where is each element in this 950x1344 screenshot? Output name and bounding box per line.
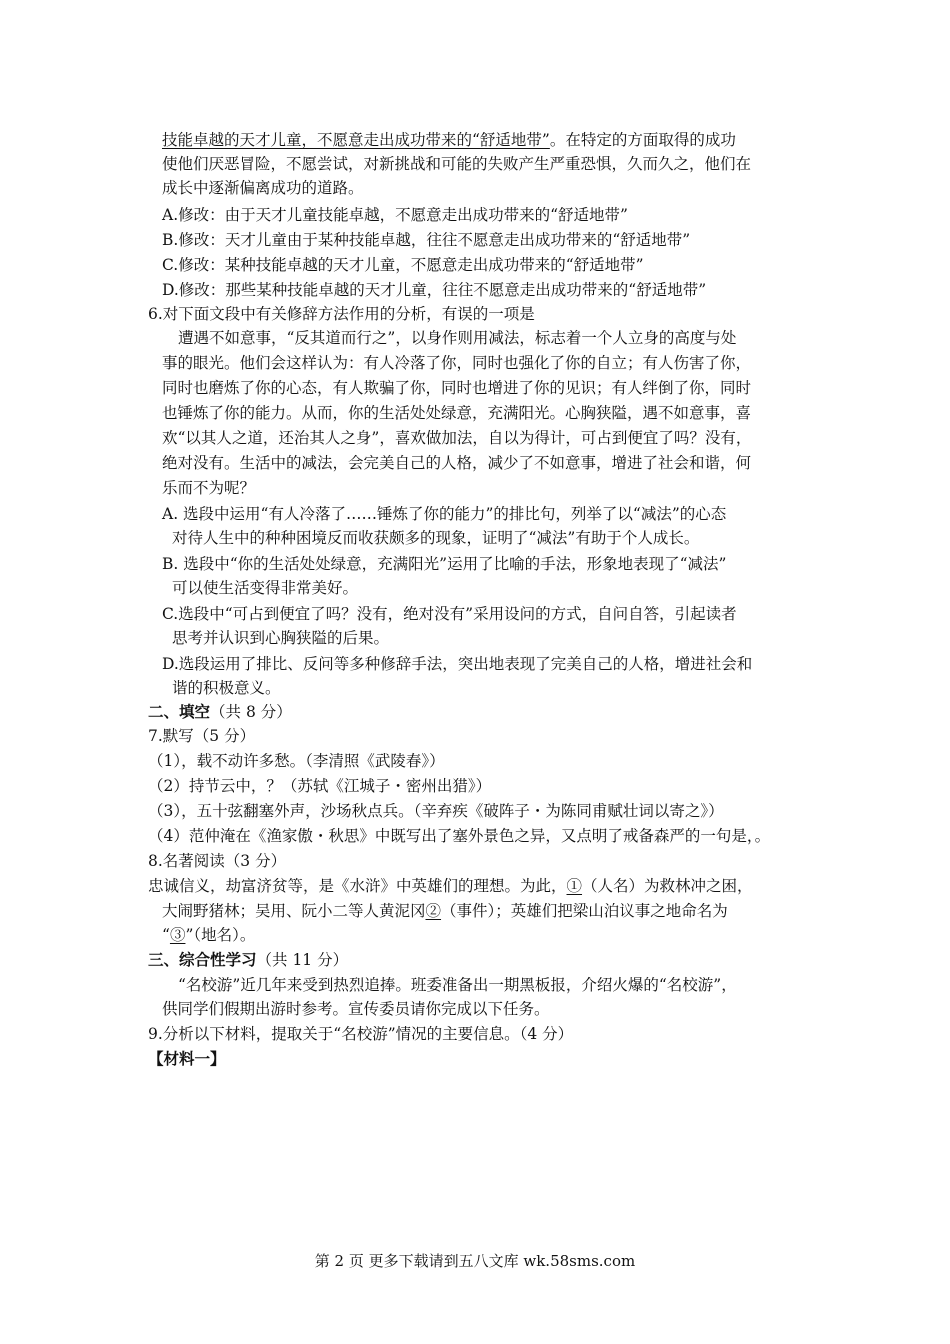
passage-line: 同时也磨炼了你的心态，有人欺骗了你，同时也增进了你的见识；有人绊倒了你，同时 (162, 379, 752, 397)
q8-text: 忠诚信义，劫富济贫等，是《水浒》中英雄们的理想。为此， (148, 877, 567, 895)
section-score: （共 8 分） (210, 703, 292, 721)
question-8-text (162, 923, 255, 947)
q8-text: “ (162, 926, 170, 944)
passage-line: 绝对没有。生活中的减法，会完美自己的人格，减少了不如意事，增进了社会和谐，何 (162, 454, 752, 472)
passage-line: 欢“以其人之道，还治其人之身”，喜欢做加法，自以为得计，可占到便宜了吗？没有， (162, 429, 752, 447)
option-c-cont: 思考并认识到心胸狭隘的后果。 (172, 629, 390, 647)
blank-marker: ③ (169, 926, 186, 944)
option-d-cont: 谐的积极意义。 (172, 679, 281, 697)
passage-line (162, 128, 736, 152)
option-b: B. 选段中“你的生活处处绿意，充满阳光”运用了比喻的手法，形象地表现了“减法” (162, 555, 727, 573)
option-a: A. 选段中运用“有人冷落了……锤炼了你的能力”的排比句，列举了以“减法”的心态 (162, 505, 727, 523)
q8-text: （人名）为救林冲之困， (582, 877, 753, 895)
section-heading (148, 948, 348, 972)
section-heading (148, 700, 292, 724)
option-b: B.修改：天才儿童由于某种技能卓越，往往不愿意走出成功带来的“舒适地带” (162, 231, 691, 249)
q8-text: ”（地名）。 (185, 926, 256, 944)
passage-line: 使他们厌恶冒险，不愿尝试，对新挑战和可能的失败产生严重恐惧，久而久之，他们在 (162, 155, 752, 173)
passage-line: 成长中逐渐偏离成功的道路。 (162, 179, 364, 197)
question-8-text (162, 899, 728, 923)
question-8: 8.名著阅读（3 分） (148, 852, 287, 870)
page-footer: 第 2 页 更多下载请到五八文库 wk.58sms.com (314, 1252, 636, 1270)
option-a-cont: 对待人生中的种种困境反而收获颇多的现象，证明了“减法”有助于个人成长。 (172, 529, 700, 547)
section-score: （共 11 分） (256, 951, 349, 969)
option-c: C.修改：某种技能卓越的天才儿童，不愿意走出成功带来的“舒适地带” (162, 256, 644, 274)
underlined-sentence: 技能卓越的天才儿童，不愿意走出成功带来的“舒适地带” (162, 131, 550, 149)
material-label: 【材料一】 (148, 1049, 226, 1068)
option-a: A.修改：由于天才儿童技能卓越，不愿意走出成功带来的“舒适地带” (162, 206, 628, 224)
option-d: D.选段运用了排比、反问等多种修辞手法，突出地表现了完美自己的人格，增进社会和 (162, 655, 753, 673)
intro-line: “名校游”近几年来受到热烈追捧。班委准备出一期黑板报，介绍火爆的“名校游”， (178, 976, 737, 994)
section-title: 三、综合性学习 (148, 950, 257, 969)
passage-text: 。在特定的方面取得的成功 (549, 131, 736, 149)
question-6-stem: 6.对下面文段中有关修辞方法作用的分析，有误的一项是 (148, 305, 535, 323)
question-7-3: （3），五十弦翻塞外声，沙场秋点兵。（辛弃疾《破阵子・为陈同甫赋壮词以寄之》） (148, 802, 724, 820)
option-b-cont: 可以使生活变得非常美好。 (172, 579, 359, 597)
question-8-text (148, 874, 753, 898)
section-title: 二、填空 (148, 702, 211, 721)
question-9: 9.分析以下材料，提取关于“名校游”情况的主要信息。（4 分） (148, 1025, 574, 1043)
q8-text: （事件）；英雄们把梁山泊议事之地命名为 (441, 902, 728, 920)
passage-line: 事的眼光。他们会这样认为：有人冷落了你，同时也强化了你的自立；有人伤害了你， (162, 354, 752, 372)
option-d: D.修改：那些某种技能卓越的天才儿童，往往不愿意走出成功带来的“舒适地带” (162, 281, 707, 299)
passage-line: 乐而不为呢？ (162, 479, 256, 497)
passage-line: 遭遇不如意事，“反其道而行之”，以身作则用减法，标志着一个人立身的高度与处 (178, 329, 737, 347)
passage-line: 也锤炼了你的能力。从而，你的生活处处绿意，充满阳光。心胸狭隘，遇不如意事，喜 (162, 404, 752, 422)
blank-marker: ① (566, 877, 583, 895)
blank-marker: ② (425, 902, 442, 920)
q8-text: 大闹野猪林；吴用、阮小二等人黄泥冈 (162, 902, 426, 920)
question-7-2: （2）持节云中，？（苏轼《江城子・密州出猎》） (148, 777, 492, 795)
option-c: C.选段中“可占到便宜了吗？没有，绝对没有”采用设问的方式，自问自答，引起读者 (162, 605, 737, 623)
question-7: 7.默写（5 分） (148, 727, 256, 745)
intro-line: 供同学们假期出游时参考。宣传委员请你完成以下任务。 (162, 1000, 550, 1018)
question-7-1: （1），载不动许多愁。（李清照《武陵春》） (148, 752, 445, 770)
question-7-4: （4）范仲淹在《渔家傲・秋思》中既写出了塞外景色之异，又点明了戒备森严的一句是，。 (148, 827, 771, 845)
